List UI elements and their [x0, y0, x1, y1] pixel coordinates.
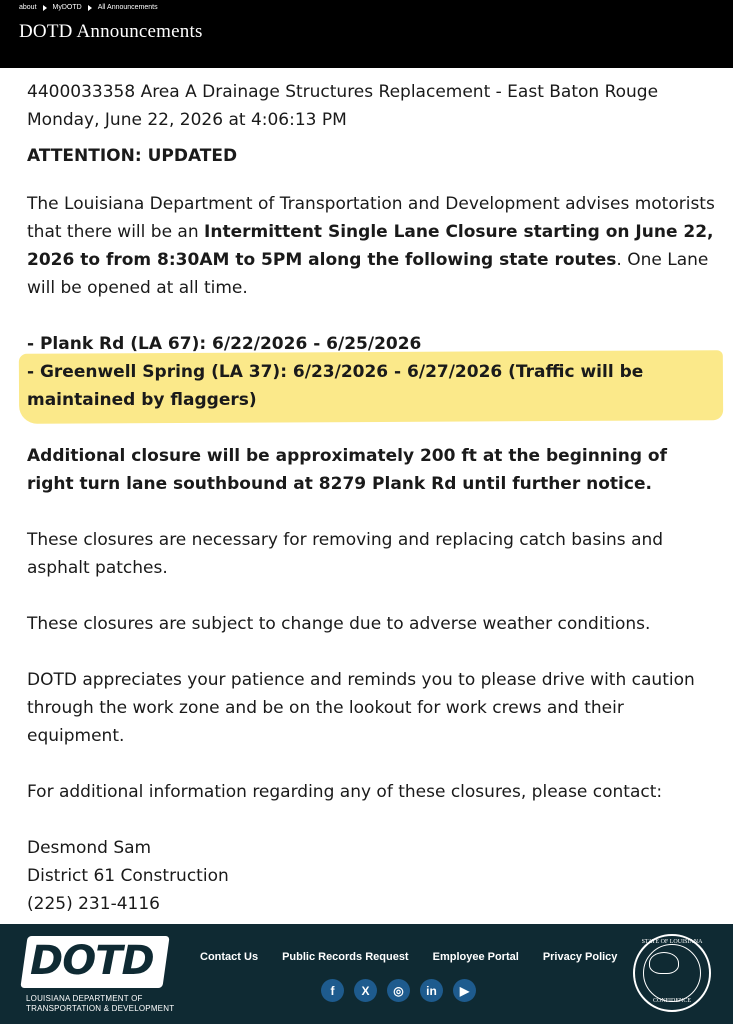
footer-link-contact-us[interactable]: Contact Us: [200, 951, 259, 963]
breadcrumb: [19, 4, 158, 11]
linkedin-icon[interactable]: in: [420, 979, 443, 1002]
logo-subtitle-2: TRANSPORTATION & DEVELOPMENT: [26, 1004, 175, 1013]
page-title: DOTD Announcements: [19, 21, 203, 42]
highlight-mark: [27, 358, 717, 414]
site-footer: [0, 924, 733, 1024]
intro-text-end: . One Lane will be opened at all time.: [27, 250, 709, 298]
closure-necessary-text: These closures are necessary for removing and replacing catch basins and asphalt patches.: [27, 530, 664, 578]
additional-closure: Additional closure will be approximately 200 ft at the beginning of right turn lane southbound at 8279 Plank Rd until further notice.: [27, 446, 667, 494]
seal-top-text: STATE OF LOUISIANA: [641, 939, 703, 945]
intro-text-start: The Louisiana Department of Transportation and Development advises motorists that there will be an: [27, 194, 715, 242]
contact-intro: For additional information regarding any of these closures, please contact:: [27, 782, 663, 802]
breadcrumb-about[interactable]: about: [19, 4, 37, 11]
youtube-icon[interactable]: ▶: [453, 979, 476, 1002]
closure-subject-text: These closures are subject to change due to adverse weather conditions.: [27, 614, 651, 634]
dotd-logo[interactable]: [24, 936, 175, 1016]
contact-department: District 61 Construction: [27, 866, 229, 886]
breadcrumb-separator-icon: [43, 5, 47, 11]
footer-links: [200, 951, 641, 963]
route-greenwell-spring: - Greenwell Spring (LA 37): 6/23/2026 - 6/27/2026 (Traffic will be maintained by flaggers): [27, 358, 717, 414]
pelican-icon: [649, 952, 679, 974]
seal-bottom-text: CONFIDENCE: [652, 998, 691, 1004]
instagram-icon[interactable]: ◎: [387, 979, 410, 1002]
social-links: [321, 979, 486, 1002]
facebook-icon[interactable]: f: [321, 979, 344, 1002]
contact-name: Desmond Sam: [27, 838, 152, 858]
attention-label: ATTENTION: UPDATED: [27, 146, 238, 166]
project-title: 4400033358 Area A Drainage Structures Replacement - East Baton Rouge: [27, 82, 659, 102]
contact-phone: (225) 231-4116: [27, 894, 160, 914]
footer-link-privacy-policy[interactable]: Privacy Policy: [542, 951, 618, 963]
intro-paragraph: [27, 190, 717, 302]
state-seal-icon: [633, 934, 711, 1012]
announcement-datetime: Monday, June 22, 2026 at 4:06:13 PM: [27, 110, 347, 130]
intro-text-bold: Intermittent Single Lane Closure starting on June 22, 2026 to from 8:30AM to 5PM along the following state routes: [27, 222, 714, 270]
x-icon[interactable]: X: [354, 979, 377, 1002]
route-plank-rd: - Plank Rd (LA 67): 6/22/2026 - 6/25/2026: [27, 334, 422, 354]
breadcrumb-mydotd[interactable]: MyDOTD: [52, 4, 82, 11]
logo-wordmark: DOTD: [30, 938, 154, 984]
breadcrumb-separator-icon: [88, 5, 92, 11]
top-header: [0, 0, 733, 68]
breadcrumb-all-announcements[interactable]: All Announcements: [97, 4, 158, 11]
logo-subtitle-1: LOUISIANA DEPARTMENT OF: [26, 994, 143, 1003]
footer-link-public-records[interactable]: Public Records Request: [282, 951, 409, 963]
caution-text: DOTD appreciates your patience and reminds you to please drive with caution through the work zone and be on the lookout for work crews and their equipment.: [27, 670, 695, 746]
footer-link-employee-portal[interactable]: Employee Portal: [432, 951, 519, 963]
announcement-body: [27, 78, 717, 918]
